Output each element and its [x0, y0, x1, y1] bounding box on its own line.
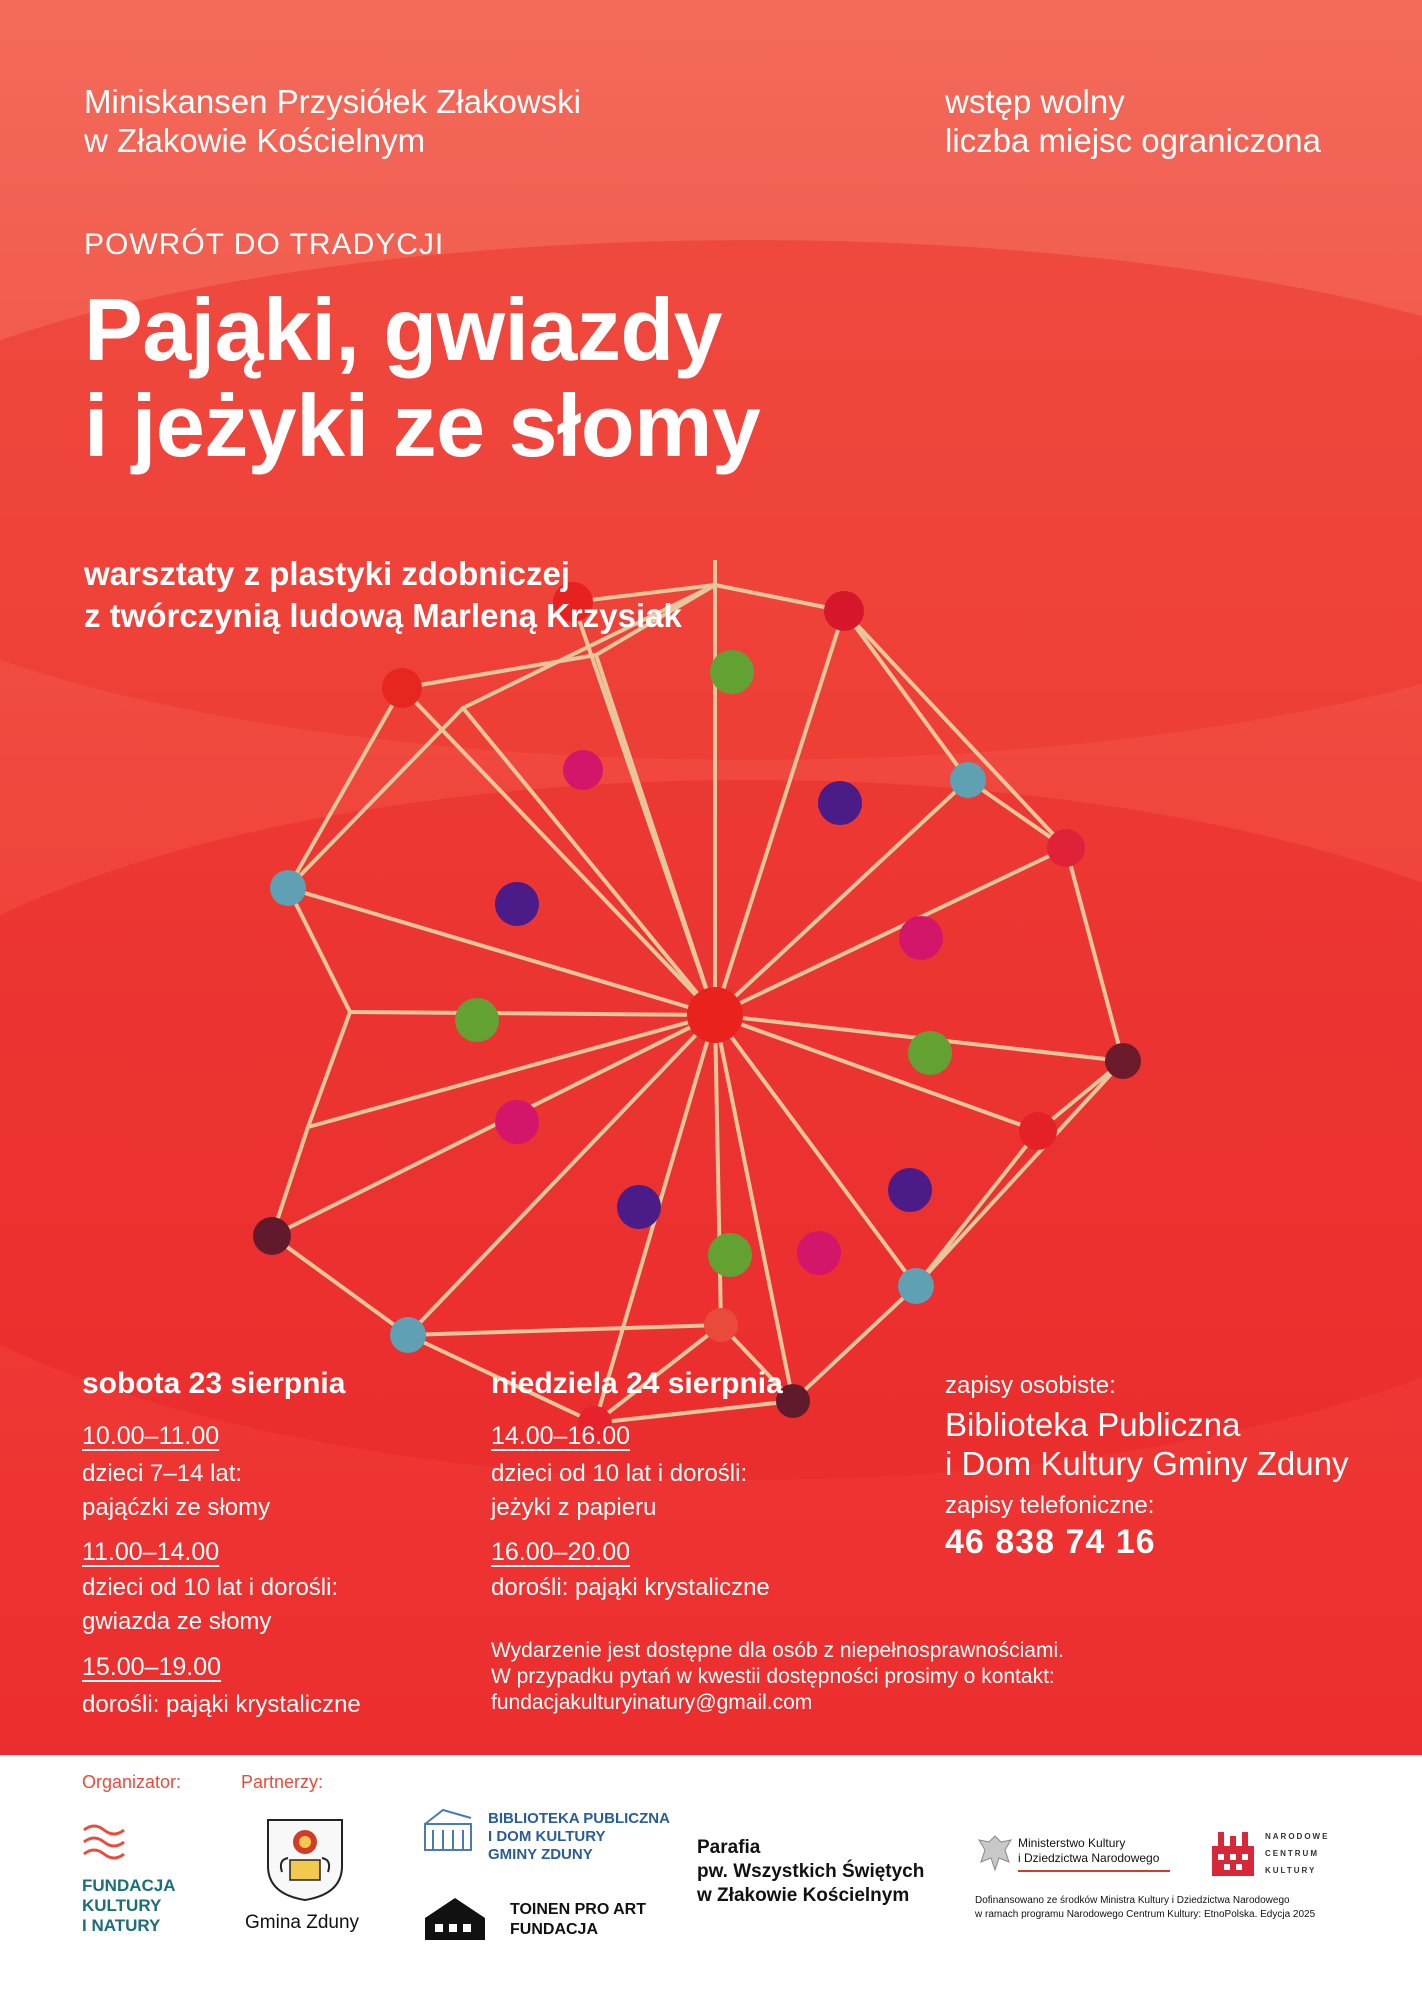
kicker-text: POWRÓT DO TRADYCJI [84, 228, 445, 261]
nck-name [1265, 1828, 1329, 1879]
sunday-session-1-time: 14.00–16.00 [491, 1422, 631, 1450]
library-name-line-2: I DOM KULTURY [488, 1828, 606, 1845]
venue-name [84, 82, 581, 160]
parish-name-line-1: Parafia [697, 1837, 761, 1858]
toinen-house-logo-icon [423, 1896, 487, 1942]
ministry-name [1018, 1836, 1159, 1866]
foundation-name [82, 1876, 176, 1936]
phone-number[interactable]: 46 838 74 16 [945, 1523, 1156, 1561]
nck-name-line-1: NARODOWE [1265, 1832, 1330, 1841]
in-person-registration-label: zapisy osobiste: [945, 1372, 1116, 1399]
subtitle-line-1: warsztaty z plastyki zdobniczej [84, 555, 570, 592]
sunday-session-2-activity: dorośli: pająki krystaliczne [491, 1574, 770, 1601]
venue-line-1: Miniskansen Przysiółek Złakowski [84, 83, 581, 120]
nck-name-line-2: CENTRUM [1265, 1849, 1319, 1858]
toinen-name [510, 1900, 646, 1940]
venue-line-2: w Złakowie Kościelnym [84, 122, 426, 159]
funding-note-line-1: Dofinansowano ze środków Ministra Kultury i Dziedzictwa Narodowego [975, 1895, 1290, 1906]
registration-place-line-2: i Dom Kultury Gminy Zduny [945, 1445, 1349, 1482]
entry-limited-text: liczba miejsc ograniczona [945, 122, 1322, 159]
subtitle [84, 553, 682, 637]
accessibility-note [491, 1638, 1064, 1716]
parish-name-line-3: w Złakowie Kościelnym [697, 1885, 910, 1906]
nck-name-line-3: KULTURY [1265, 1866, 1317, 1875]
foundation-name-line-1: FUNDACJA [82, 1876, 176, 1895]
accessibility-line-1: Wydarzenie jest dostępne dla osób z niepełnosprawnościami. [491, 1639, 1064, 1662]
ministry-underline [1018, 1870, 1170, 1872]
saturday-session-2-time: 11.00–14.00 [82, 1538, 220, 1566]
saturday-session-2-audience: dzieci od 10 lat i dorośli: [82, 1574, 339, 1601]
funding-note [975, 1894, 1315, 1922]
gmina-zduny-name: Gmina Zduny [245, 1912, 360, 1933]
subtitle-line-2: z twórczynią ludową Marleną Krzysiak [84, 597, 682, 634]
library-name [488, 1810, 670, 1864]
saturday-session-1-audience: dzieci 7–14 lat: [82, 1460, 243, 1487]
saturday-session-2-activity: gwiazda ze słomy [82, 1608, 272, 1635]
saturday-session-3-time: 15.00–19.00 [82, 1653, 222, 1681]
parish-name-line-2: pw. Wszystkich Świętych [697, 1861, 925, 1882]
foundation-logo-icon [82, 1820, 126, 1864]
registration-place [945, 1405, 1348, 1483]
library-name-line-1: BIBLIOTEKA PUBLICZNA [488, 1810, 670, 1827]
sunday-heading: niedziela 24 sierpnia [491, 1367, 783, 1400]
foundation-name-line-2: KULTURY [82, 1896, 162, 1915]
registration-place-line-1: Biblioteka Publiczna [945, 1406, 1241, 1443]
saturday-session-1-time: 10.00–11.00 [82, 1422, 220, 1450]
funding-note-line-2: w ramach programu Narodowego Centrum Kultury: EtnoPolska. Edycja 2025 [975, 1909, 1316, 1920]
toinen-name-line-1: TOINEN PRO ART [510, 1901, 647, 1918]
title-line-2: i jeżyki ze słomy [84, 376, 761, 475]
sunday-session-1-activity: jeżyki z papieru [491, 1494, 657, 1521]
library-name-line-3: GMINY ZDUNY [488, 1846, 593, 1863]
library-logo-icon [423, 1806, 479, 1856]
polish-eagle-icon [975, 1832, 1015, 1874]
sunday-session-2-time: 16.00–20.00 [491, 1538, 631, 1566]
ministry-name-line-2: i Dziedzictwa Narodowego [1018, 1851, 1160, 1865]
title-line-1: Pająki, gwiazdy [84, 280, 723, 379]
sunday-session-1-audience: dzieci od 10 lat i dorośli: [491, 1460, 748, 1487]
contact-email-link[interactable]: fundacjakulturyinatury@gmail.com [491, 1691, 813, 1714]
gmina-zduny-crest-icon [264, 1816, 346, 1902]
nck-logo-icon [1212, 1830, 1254, 1876]
partners-label: Partnerzy: [241, 1772, 324, 1792]
accessibility-line-2: W przypadku pytań w kwestii dostępności prosimy o kontakt: [491, 1665, 1055, 1688]
straw-star-image [180, 560, 1240, 1500]
parish-name [697, 1836, 924, 1908]
entry-free-text: wstęp wolny [945, 83, 1125, 120]
foundation-name-line-3: I NATURY [82, 1916, 161, 1935]
toinen-name-line-2: FUNDACJA [510, 1921, 598, 1938]
entry-info [945, 82, 1321, 160]
saturday-session-3-activity: dorośli: pająki krystaliczne [82, 1691, 361, 1718]
phone-registration-label: zapisy telefoniczne: [945, 1492, 1155, 1519]
saturday-session-1-activity: pająćzki ze słomy [82, 1494, 271, 1521]
saturday-heading: sobota 23 sierpnia [82, 1367, 346, 1400]
main-title [84, 282, 760, 474]
ministry-name-line-1: Ministerstwo Kultury [1018, 1836, 1126, 1850]
organizer-label: Organizator: [82, 1772, 182, 1792]
